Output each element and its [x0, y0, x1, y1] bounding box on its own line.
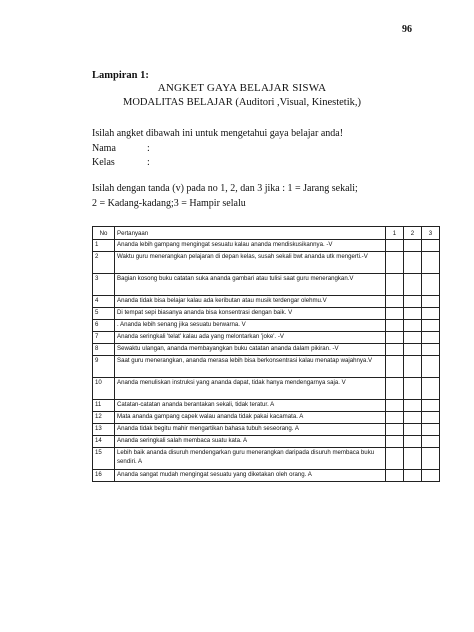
answer-cell-1[interactable]	[386, 356, 404, 378]
table-header-row	[93, 227, 440, 240]
answer-cell-1[interactable]	[386, 320, 404, 332]
row-number: 16	[93, 470, 115, 482]
answer-cell-1[interactable]	[386, 296, 404, 308]
document-subtitle: MODALITAS BELAJAR (Auditori ,Visual, Kinestetik,)	[123, 97, 361, 108]
answer-cell-2[interactable]	[404, 448, 422, 470]
answer-cell-3[interactable]	[422, 296, 440, 308]
answer-cell-2[interactable]	[404, 240, 422, 252]
table-row	[93, 308, 440, 320]
row-question: Bagian kosong buku catatan suka ananda gambari atau tulisi saat guru menerangkan.V	[115, 274, 386, 296]
row-number: 15	[93, 448, 115, 470]
scale-instruction-line1: Isilah dengan tanda (v) pada no 1, 2, dan 3 jika : 1 = Jarang sekali;	[92, 183, 358, 194]
answer-cell-2[interactable]	[404, 274, 422, 296]
table-row	[93, 448, 440, 470]
row-question: Ananda sangat mudah mengingat sesuatu yang diketakan oleh orang. A	[115, 470, 386, 482]
class-label: Kelas	[92, 157, 115, 168]
row-number: 14	[93, 436, 115, 448]
row-number: 4	[93, 296, 115, 308]
row-number: 2	[93, 252, 115, 274]
table-row	[93, 400, 440, 412]
table-row	[93, 296, 440, 308]
row-number: 6	[93, 320, 115, 332]
appendix-label: Lampiran 1:	[92, 70, 149, 81]
table-row	[93, 412, 440, 424]
answer-cell-3[interactable]	[422, 448, 440, 470]
answer-cell-3[interactable]	[422, 332, 440, 344]
row-number: 10	[93, 378, 115, 400]
answer-cell-3[interactable]	[422, 252, 440, 274]
answer-cell-1[interactable]	[386, 240, 404, 252]
answer-cell-1[interactable]	[386, 274, 404, 296]
answer-cell-1[interactable]	[386, 308, 404, 320]
table-row	[93, 344, 440, 356]
row-number: 7	[93, 332, 115, 344]
answer-cell-2[interactable]	[404, 356, 422, 378]
row-question: Catatan-catatan ananda berantakan sekali, tidak teratur. A	[115, 400, 386, 412]
table-row	[93, 424, 440, 436]
answer-cell-2[interactable]	[404, 436, 422, 448]
answer-cell-1[interactable]	[386, 378, 404, 400]
row-question: Ananda lebih gampang mengingat sesuatu kalau ananda mendiskusikannya. -V	[115, 240, 386, 252]
row-number: 3	[93, 274, 115, 296]
name-colon: :	[147, 143, 150, 154]
answer-cell-2[interactable]	[404, 332, 422, 344]
table-row	[93, 332, 440, 344]
table-row	[93, 252, 440, 274]
answer-cell-3[interactable]	[422, 412, 440, 424]
row-number: 8	[93, 344, 115, 356]
answer-cell-3[interactable]	[422, 240, 440, 252]
header-score-1: 1	[386, 227, 404, 240]
header-no: No	[93, 227, 115, 240]
table-row	[93, 320, 440, 332]
class-field	[92, 157, 292, 168]
scale-instruction-line2: 2 = Kadang-kadang;3 = Hampir selalu	[92, 198, 246, 209]
answer-cell-3[interactable]	[422, 320, 440, 332]
row-number: 13	[93, 424, 115, 436]
header-question: Pertanyaan	[115, 227, 386, 240]
row-number: 5	[93, 308, 115, 320]
answer-cell-2[interactable]	[404, 344, 422, 356]
answer-cell-2[interactable]	[404, 424, 422, 436]
header-score-3: 3	[422, 227, 440, 240]
questionnaire-body	[93, 240, 440, 482]
answer-cell-3[interactable]	[422, 400, 440, 412]
row-number: 9	[93, 356, 115, 378]
answer-cell-1[interactable]	[386, 448, 404, 470]
row-question: Di tempat sepi biasanya ananda bisa konsentrasi dengan baik. V	[115, 308, 386, 320]
row-question: Mata ananda gampang capek walau ananda tidak pakai kacamata. A	[115, 412, 386, 424]
answer-cell-1[interactable]	[386, 424, 404, 436]
answer-cell-2[interactable]	[404, 400, 422, 412]
table-row	[93, 274, 440, 296]
answer-cell-1[interactable]	[386, 412, 404, 424]
name-label: Nama	[92, 143, 116, 154]
answer-cell-3[interactable]	[422, 274, 440, 296]
row-question: Saat guru menerangkan, ananda merasa lebih bisa berkonsentrasi kalau menatap wajahnya.V	[115, 356, 386, 378]
answer-cell-3[interactable]	[422, 378, 440, 400]
answer-cell-3[interactable]	[422, 436, 440, 448]
answer-cell-2[interactable]	[404, 308, 422, 320]
table-row	[93, 436, 440, 448]
page-number: 96	[402, 24, 412, 35]
answer-cell-3[interactable]	[422, 344, 440, 356]
name-field	[92, 143, 292, 154]
document-title: ANGKET GAYA BELAJAR SISWA	[157, 82, 327, 94]
table-row	[93, 378, 440, 400]
answer-cell-2[interactable]	[404, 252, 422, 274]
row-question: Lebih baik ananda disuruh mendengarkan guru menerangkan daripada disuruh membaca buku sendiri. A	[115, 448, 386, 470]
row-number: 1	[93, 240, 115, 252]
answer-cell-3[interactable]	[422, 308, 440, 320]
answer-cell-2[interactable]	[404, 296, 422, 308]
answer-cell-2[interactable]	[404, 412, 422, 424]
answer-cell-1[interactable]	[386, 252, 404, 274]
answer-cell-3[interactable]	[422, 356, 440, 378]
row-question: Waktu guru menerangkan pelajaran di depan kelas, susah sekali bwt ananda utk mengerti.-V	[115, 252, 386, 274]
row-question: Ananda menuliskan instruksi yang ananda dapat, tidak hanya mendengarnya saja. V	[115, 378, 386, 400]
answer-cell-3[interactable]	[422, 470, 440, 482]
row-question: . Ananda lebih senang jika sesuatu berwarna. V	[115, 320, 386, 332]
row-number: 12	[93, 412, 115, 424]
answer-cell-1[interactable]	[386, 436, 404, 448]
answer-cell-2[interactable]	[404, 378, 422, 400]
row-question: Sewaktu ulangan, ananda membayangkan buku catatan ananda dalam pikiran. -V	[115, 344, 386, 356]
row-question: Ananda tidak bisa belajar kalau ada keributan atau musik terdengar olehmu.V	[115, 296, 386, 308]
answer-cell-1[interactable]	[386, 344, 404, 356]
answer-cell-2[interactable]	[404, 320, 422, 332]
instruction-text: Isilah angket dibawah ini untuk mengetahui gaya belajar anda!	[92, 128, 344, 139]
answer-cell-1[interactable]	[386, 332, 404, 344]
row-question: Ananda tidak begitu mahir mengartikan bahasa tubuh seseorang. A	[115, 424, 386, 436]
answer-cell-2[interactable]	[404, 470, 422, 482]
table-row	[93, 356, 440, 378]
header-score-2: 2	[404, 227, 422, 240]
answer-cell-1[interactable]	[386, 470, 404, 482]
table-row	[93, 240, 440, 252]
row-question: Ananda seringkali 'telat' kalau ada yang melontarkan 'joke'. -V	[115, 332, 386, 344]
table-row	[93, 470, 440, 482]
answer-cell-1[interactable]	[386, 400, 404, 412]
answer-cell-3[interactable]	[422, 424, 440, 436]
row-number: 11	[93, 400, 115, 412]
row-question: Ananda seringkali salah membaca suatu kata. A	[115, 436, 386, 448]
class-colon: :	[147, 157, 150, 168]
questionnaire-table	[92, 226, 440, 482]
